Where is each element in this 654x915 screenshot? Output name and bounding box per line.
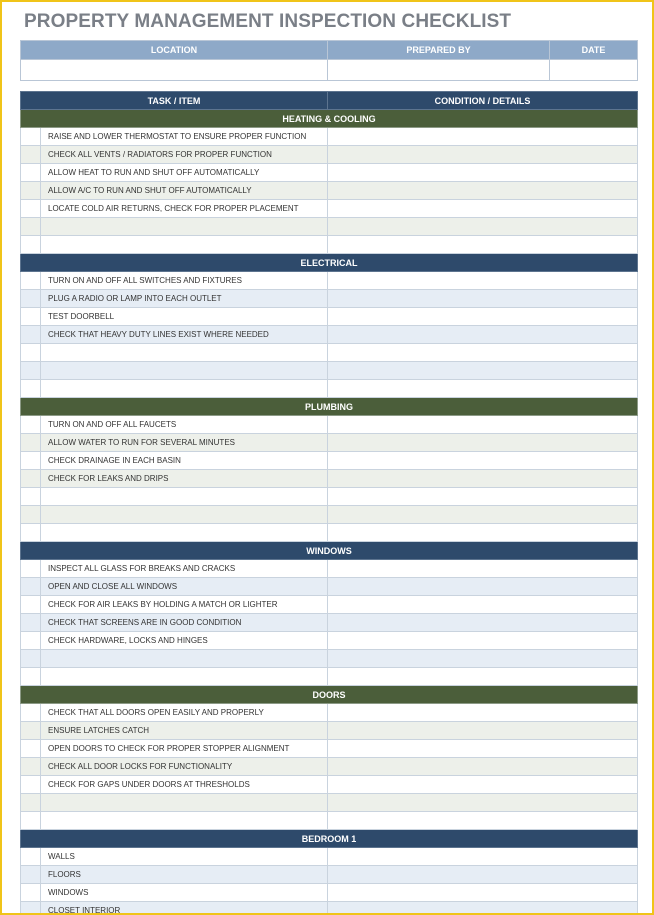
check-box-cell[interactable] bbox=[21, 758, 41, 776]
condition-details-cell[interactable] bbox=[328, 704, 638, 722]
prepared-by-header: PREPARED BY bbox=[328, 41, 550, 60]
check-box-cell[interactable] bbox=[21, 380, 41, 398]
checklist-row bbox=[21, 560, 638, 578]
condition-details-cell[interactable] bbox=[328, 632, 638, 650]
checklist-row bbox=[21, 866, 638, 884]
condition-details-cell[interactable] bbox=[328, 794, 638, 812]
task-item-cell bbox=[41, 362, 328, 380]
check-box-cell[interactable] bbox=[21, 362, 41, 380]
condition-details-cell[interactable] bbox=[328, 236, 638, 254]
check-box-cell[interactable] bbox=[21, 776, 41, 794]
task-item-cell: CHECK ALL DOOR LOCKS FOR FUNCTIONALITY bbox=[41, 758, 328, 776]
condition-details-cell[interactable] bbox=[328, 308, 638, 326]
checklist-row bbox=[21, 524, 638, 542]
task-item-cell: CHECK FOR GAPS UNDER DOORS AT THRESHOLDS bbox=[41, 776, 328, 794]
task-item-cell bbox=[41, 794, 328, 812]
task-item-cell: ALLOW A/C TO RUN AND SHUT OFF AUTOMATICALLY bbox=[41, 182, 328, 200]
check-box-cell[interactable] bbox=[21, 902, 41, 915]
condition-details-cell[interactable] bbox=[328, 200, 638, 218]
task-item-cell: TURN ON AND OFF ALL FAUCETS bbox=[41, 416, 328, 434]
task-item-cell: INSPECT ALL GLASS FOR BREAKS AND CRACKS bbox=[41, 560, 328, 578]
condition-details-cell[interactable] bbox=[328, 128, 638, 146]
checklist-row bbox=[21, 434, 638, 452]
checklist-row bbox=[21, 596, 638, 614]
date-field[interactable] bbox=[550, 60, 638, 81]
condition-details-cell[interactable] bbox=[328, 506, 638, 524]
condition-details-cell[interactable] bbox=[328, 650, 638, 668]
checklist-row bbox=[21, 650, 638, 668]
task-item-cell: ALLOW HEAT TO RUN AND SHUT OFF AUTOMATICALLY bbox=[41, 164, 328, 182]
section-header bbox=[21, 542, 638, 560]
task-item-header: TASK / ITEM bbox=[21, 92, 328, 110]
check-box-cell[interactable] bbox=[21, 560, 41, 578]
checklist-row bbox=[21, 236, 638, 254]
task-item-cell: CHECK ALL VENTS / RADIATORS FOR PROPER FUNCTION bbox=[41, 146, 328, 164]
task-item-cell: CHECK FOR AIR LEAKS BY HOLDING A MATCH OR LIGHTER bbox=[41, 596, 328, 614]
condition-details-cell[interactable] bbox=[328, 614, 638, 632]
task-item-cell: CHECK THAT HEAVY DUTY LINES EXIST WHERE NEEDED bbox=[41, 326, 328, 344]
checklist-row bbox=[21, 794, 638, 812]
check-box-cell[interactable] bbox=[21, 164, 41, 182]
condition-details-cell[interactable] bbox=[328, 416, 638, 434]
section-title: BEDROOM 1 bbox=[21, 830, 638, 848]
section-title: HEATING & COOLING bbox=[21, 110, 638, 128]
task-item-cell: OPEN AND CLOSE ALL WINDOWS bbox=[41, 578, 328, 596]
condition-details-cell[interactable] bbox=[328, 722, 638, 740]
checklist-row bbox=[21, 614, 638, 632]
checklist-row bbox=[21, 470, 638, 488]
task-item-cell: PLUG A RADIO OR LAMP INTO EACH OUTLET bbox=[41, 290, 328, 308]
checklist-row bbox=[21, 218, 638, 236]
check-box-cell[interactable] bbox=[21, 344, 41, 362]
check-box-cell[interactable] bbox=[21, 452, 41, 470]
task-item-cell: LOCATE COLD AIR RETURNS, CHECK FOR PROPER PLACEMENT bbox=[41, 200, 328, 218]
task-item-cell: FLOORS bbox=[41, 866, 328, 884]
task-item-cell bbox=[41, 380, 328, 398]
condition-details-cell[interactable] bbox=[328, 884, 638, 902]
task-item-cell: ALLOW WATER TO RUN FOR SEVERAL MINUTES bbox=[41, 434, 328, 452]
check-box-cell[interactable] bbox=[21, 272, 41, 290]
task-item-cell: CLOSET INTERIOR bbox=[41, 902, 328, 915]
check-box-cell[interactable] bbox=[21, 182, 41, 200]
task-item-cell: OPEN DOORS TO CHECK FOR PROPER STOPPER ALIGNMENT bbox=[41, 740, 328, 758]
task-item-cell: TEST DOORBELL bbox=[41, 308, 328, 326]
check-box-cell[interactable] bbox=[21, 578, 41, 596]
condition-details-cell[interactable] bbox=[328, 848, 638, 866]
check-box-cell[interactable] bbox=[21, 632, 41, 650]
condition-details-cell[interactable] bbox=[328, 434, 638, 452]
check-box-cell[interactable] bbox=[21, 650, 41, 668]
section-header bbox=[21, 398, 638, 416]
check-box-cell[interactable] bbox=[21, 200, 41, 218]
section-title: DOORS bbox=[21, 686, 638, 704]
condition-details-cell[interactable] bbox=[328, 182, 638, 200]
condition-details-cell[interactable] bbox=[328, 380, 638, 398]
condition-details-cell[interactable] bbox=[328, 272, 638, 290]
check-box-cell[interactable] bbox=[21, 290, 41, 308]
condition-details-cell[interactable] bbox=[328, 218, 638, 236]
checklist-row bbox=[21, 884, 638, 902]
page-title: PROPERTY MANAGEMENT INSPECTION CHECKLIST bbox=[24, 11, 512, 32]
section-title: WINDOWS bbox=[21, 542, 638, 560]
prepared-by-field[interactable] bbox=[328, 60, 550, 81]
checklist-row bbox=[21, 722, 638, 740]
condition-details-cell[interactable] bbox=[328, 326, 638, 344]
task-item-cell bbox=[41, 524, 328, 542]
task-item-cell: ENSURE LATCHES CATCH bbox=[41, 722, 328, 740]
section-header bbox=[21, 686, 638, 704]
condition-details-cell[interactable] bbox=[328, 866, 638, 884]
check-box-cell[interactable] bbox=[21, 326, 41, 344]
condition-details-cell[interactable] bbox=[328, 560, 638, 578]
check-box-cell[interactable] bbox=[21, 416, 41, 434]
check-box-cell[interactable] bbox=[21, 704, 41, 722]
check-box-cell[interactable] bbox=[21, 614, 41, 632]
condition-details-cell[interactable] bbox=[328, 812, 638, 830]
checklist-row bbox=[21, 308, 638, 326]
check-box-cell[interactable] bbox=[21, 794, 41, 812]
condition-details-cell[interactable] bbox=[328, 596, 638, 614]
location-header: LOCATION bbox=[21, 41, 328, 60]
checklist-row bbox=[21, 146, 638, 164]
check-box-cell[interactable] bbox=[21, 596, 41, 614]
check-box-cell[interactable] bbox=[21, 146, 41, 164]
check-box-cell[interactable] bbox=[21, 488, 41, 506]
check-box-cell[interactable] bbox=[21, 848, 41, 866]
checklist-row bbox=[21, 578, 638, 596]
checklist-row bbox=[21, 506, 638, 524]
task-item-cell: TURN ON AND OFF ALL SWITCHES AND FIXTURES bbox=[41, 272, 328, 290]
checklist-row bbox=[21, 182, 638, 200]
check-box-cell[interactable] bbox=[21, 668, 41, 686]
condition-details-cell[interactable] bbox=[328, 362, 638, 380]
condition-details-cell[interactable] bbox=[328, 668, 638, 686]
checklist-row bbox=[21, 326, 638, 344]
checklist-row bbox=[21, 380, 638, 398]
info-table bbox=[20, 40, 638, 81]
check-box-cell[interactable] bbox=[21, 524, 41, 542]
checklist-row bbox=[21, 362, 638, 380]
condition-details-cell[interactable] bbox=[328, 758, 638, 776]
task-item-cell: CHECK FOR LEAKS AND DRIPS bbox=[41, 470, 328, 488]
condition-details-cell[interactable] bbox=[328, 164, 638, 182]
task-item-cell bbox=[41, 344, 328, 362]
task-item-cell bbox=[41, 812, 328, 830]
checklist-row bbox=[21, 416, 638, 434]
checklist-row bbox=[21, 632, 638, 650]
checklist-row bbox=[21, 902, 638, 915]
checklist-row bbox=[21, 344, 638, 362]
checklist-row bbox=[21, 704, 638, 722]
task-item-cell bbox=[41, 668, 328, 686]
task-item-cell: RAISE AND LOWER THERMOSTAT TO ENSURE PROPER FUNCTION bbox=[41, 128, 328, 146]
task-item-cell: CHECK HARDWARE, LOCKS AND HINGES bbox=[41, 632, 328, 650]
inspection-table bbox=[20, 91, 638, 915]
condition-details-cell[interactable] bbox=[328, 902, 638, 915]
section-title: ELECTRICAL bbox=[21, 254, 638, 272]
condition-details-cell[interactable] bbox=[328, 578, 638, 596]
checklist-row bbox=[21, 740, 638, 758]
condition-details-cell[interactable] bbox=[328, 488, 638, 506]
check-box-cell[interactable] bbox=[21, 866, 41, 884]
check-box-cell[interactable] bbox=[21, 812, 41, 830]
condition-details-cell[interactable] bbox=[328, 740, 638, 758]
check-box-cell[interactable] bbox=[21, 128, 41, 146]
check-box-cell[interactable] bbox=[21, 722, 41, 740]
check-box-cell[interactable] bbox=[21, 434, 41, 452]
checklist-row bbox=[21, 848, 638, 866]
task-item-cell: CHECK THAT SCREENS ARE IN GOOD CONDITION bbox=[41, 614, 328, 632]
checklist-row bbox=[21, 290, 638, 308]
condition-details-cell[interactable] bbox=[328, 470, 638, 488]
task-item-cell: WINDOWS bbox=[41, 884, 328, 902]
section-title: PLUMBING bbox=[21, 398, 638, 416]
condition-details-cell[interactable] bbox=[328, 524, 638, 542]
location-field[interactable] bbox=[21, 60, 328, 81]
checklist-row bbox=[21, 758, 638, 776]
condition-details-cell[interactable] bbox=[328, 290, 638, 308]
check-box-cell[interactable] bbox=[21, 470, 41, 488]
section-header bbox=[21, 830, 638, 848]
task-item-cell: CHECK DRAINAGE IN EACH BASIN bbox=[41, 452, 328, 470]
condition-details-cell[interactable] bbox=[328, 452, 638, 470]
condition-details-header: CONDITION / DETAILS bbox=[328, 92, 638, 110]
task-item-cell: CHECK THAT ALL DOORS OPEN EASILY AND PROPERLY bbox=[41, 704, 328, 722]
task-item-cell bbox=[41, 506, 328, 524]
section-header bbox=[21, 110, 638, 128]
checklist-row bbox=[21, 164, 638, 182]
checklist-row bbox=[21, 812, 638, 830]
checklist-row bbox=[21, 776, 638, 794]
task-item-cell bbox=[41, 236, 328, 254]
checklist-row bbox=[21, 128, 638, 146]
check-box-cell[interactable] bbox=[21, 236, 41, 254]
condition-details-cell[interactable] bbox=[328, 776, 638, 794]
checklist-row bbox=[21, 452, 638, 470]
check-box-cell[interactable] bbox=[21, 506, 41, 524]
check-box-cell[interactable] bbox=[21, 884, 41, 902]
task-item-cell: WALLS bbox=[41, 848, 328, 866]
task-item-cell bbox=[41, 488, 328, 506]
checklist-row bbox=[21, 488, 638, 506]
checklist-row bbox=[21, 272, 638, 290]
check-box-cell[interactable] bbox=[21, 218, 41, 236]
section-header bbox=[21, 254, 638, 272]
task-item-cell bbox=[41, 650, 328, 668]
date-header: DATE bbox=[550, 41, 638, 60]
task-item-cell bbox=[41, 218, 328, 236]
condition-details-cell[interactable] bbox=[328, 146, 638, 164]
check-box-cell[interactable] bbox=[21, 740, 41, 758]
condition-details-cell[interactable] bbox=[328, 344, 638, 362]
check-box-cell[interactable] bbox=[21, 308, 41, 326]
checklist-row bbox=[21, 668, 638, 686]
checklist-row bbox=[21, 200, 638, 218]
